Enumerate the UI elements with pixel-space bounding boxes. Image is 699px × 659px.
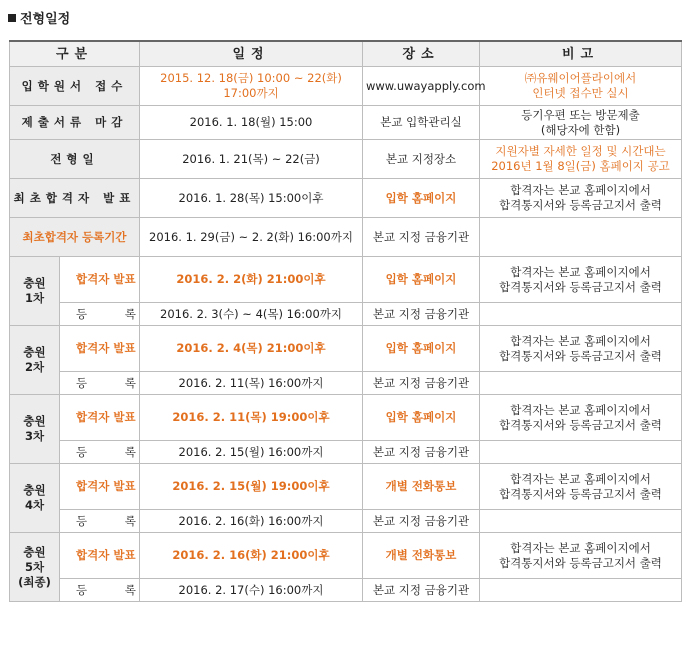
note-cell: ㈜유웨이어플라이에서 인터넷 접수만 실시 xyxy=(480,67,682,106)
announce-place: 개별 전화통보 xyxy=(363,464,480,510)
register-place: 본교 지정 금융기관 xyxy=(363,579,480,602)
register-note xyxy=(480,579,682,602)
register-note xyxy=(480,303,682,326)
category-label: 최초합격자 등록기간 xyxy=(10,218,140,257)
announce-label: 합격자 발표 xyxy=(60,464,140,510)
register-label-a: 등 xyxy=(76,444,88,459)
group-label: 충원 1차 xyxy=(10,257,60,326)
announce-note: 합격자는 본교 홈페이지에서 합격통지서와 등록금고지서 출력 xyxy=(480,326,682,372)
register-place: 본교 지정 금융기관 xyxy=(363,372,480,395)
announce-label: 합격자 발표 xyxy=(60,326,140,372)
place-cell: 본교 지정 금융기관 xyxy=(363,218,480,257)
table-row xyxy=(10,510,682,533)
register-date: 2016. 2. 15(월) 16:00까지 xyxy=(140,441,363,464)
register-label-text xyxy=(76,583,136,598)
register-label-b: 록 xyxy=(124,513,136,528)
table-row xyxy=(10,395,682,441)
register-label-a: 등 xyxy=(76,582,88,597)
category-label: 최초합격자 발표 xyxy=(10,179,140,218)
note-cell: 합격자는 본교 홈페이지에서 합격통지서와 등록금고지서 출력 xyxy=(480,179,682,218)
announce-place: 개별 전화통보 xyxy=(363,533,480,579)
place-cell: 본교 입학관리실 xyxy=(363,106,480,140)
table-row xyxy=(10,67,682,106)
register-label-b: 록 xyxy=(124,582,136,597)
announce-note: 합격자는 본교 홈페이지에서 합격통지서와 등록금고지서 출력 xyxy=(480,533,682,579)
register-date: 2016. 2. 17(수) 16:00까지 xyxy=(140,579,363,602)
col-header-place: 장소 xyxy=(363,41,480,67)
group-label: 충원 4차 xyxy=(10,464,60,533)
register-note xyxy=(480,510,682,533)
register-label-a: 등 xyxy=(76,306,88,321)
table-row xyxy=(10,303,682,326)
table-row xyxy=(10,179,682,218)
register-label-b: 록 xyxy=(124,306,136,321)
group-label: 충원 3차 xyxy=(10,395,60,464)
register-label xyxy=(60,510,140,533)
schedule-cell: 2015. 12. 18(금) 10:00 ~ 22(화) 17:00까지 xyxy=(140,67,363,106)
register-note xyxy=(480,372,682,395)
announce-date: 2016. 2. 15(월) 19:00이후 xyxy=(140,464,363,510)
place-cell: www.uwayapply.com xyxy=(363,67,480,106)
register-date: 2016. 2. 16(화) 16:00까지 xyxy=(140,510,363,533)
announce-date: 2016. 2. 2(화) 21:00이후 xyxy=(140,257,363,303)
note-cell xyxy=(480,218,682,257)
announce-label: 합격자 발표 xyxy=(60,395,140,441)
register-label-text xyxy=(76,445,136,460)
table-row xyxy=(10,533,682,579)
col-header-category: 구분 xyxy=(10,41,140,67)
square-bullet-icon xyxy=(8,14,16,22)
register-label-a: 등 xyxy=(76,375,88,390)
schedule-cell: 2016. 1. 29(금) ~ 2. 2(화) 16:00까지 xyxy=(140,218,363,257)
register-note xyxy=(480,441,682,464)
announce-note: 합격자는 본교 홈페이지에서 합격통지서와 등록금고지서 출력 xyxy=(480,395,682,441)
category-label: 입학원서 접수 xyxy=(10,67,140,106)
table-row xyxy=(10,579,682,602)
table-row xyxy=(10,106,682,140)
schedule-cell: 2016. 1. 21(목) ~ 22(금) xyxy=(140,140,363,179)
section-title: 전형일정 xyxy=(20,12,71,27)
register-date: 2016. 2. 11(목) 16:00까지 xyxy=(140,372,363,395)
category-label: 전형일 xyxy=(10,140,140,179)
announce-label: 합격자 발표 xyxy=(60,533,140,579)
section-heading xyxy=(8,8,70,27)
table-row xyxy=(10,372,682,395)
announce-place: 입학 홈페이지 xyxy=(363,395,480,441)
register-label-text xyxy=(76,307,136,322)
register-date: 2016. 2. 3(수) ~ 4(목) 16:00까지 xyxy=(140,303,363,326)
table-row xyxy=(10,218,682,257)
table-row xyxy=(10,464,682,510)
announce-date: 2016. 2. 4(목) 21:00이후 xyxy=(140,326,363,372)
table-row xyxy=(10,257,682,303)
register-label xyxy=(60,579,140,602)
register-label-text xyxy=(76,376,136,391)
category-label: 제출서류 마감 xyxy=(10,106,140,140)
register-place: 본교 지정 금융기관 xyxy=(363,441,480,464)
group-label: 충원 2차 xyxy=(10,326,60,395)
announce-place: 입학 홈페이지 xyxy=(363,257,480,303)
register-label-a: 등 xyxy=(76,513,88,528)
register-label-text xyxy=(76,514,136,529)
announce-date: 2016. 2. 16(화) 21:00이후 xyxy=(140,533,363,579)
register-label xyxy=(60,372,140,395)
col-header-schedule: 일정 xyxy=(140,41,363,67)
announce-place: 입학 홈페이지 xyxy=(363,326,480,372)
schedule-cell: 2016. 1. 28(목) 15:00이후 xyxy=(140,179,363,218)
schedule-table xyxy=(9,40,682,602)
schedule-cell: 2016. 1. 18(월) 15:00 xyxy=(140,106,363,140)
register-label-b: 록 xyxy=(124,444,136,459)
register-place: 본교 지정 금융기관 xyxy=(363,303,480,326)
group-label: 충원 5차 (최종) xyxy=(10,533,60,602)
register-place: 본교 지정 금융기관 xyxy=(363,510,480,533)
note-cell: 지원자별 자세한 일정 및 시간대는 2016년 1월 8일(금) 홈페이지 공고 xyxy=(480,140,682,179)
announce-date: 2016. 2. 11(목) 19:00이후 xyxy=(140,395,363,441)
table-row xyxy=(10,140,682,179)
announce-note: 합격자는 본교 홈페이지에서 합격통지서와 등록금고지서 출력 xyxy=(480,257,682,303)
announce-label: 합격자 발표 xyxy=(60,257,140,303)
table-row xyxy=(10,326,682,372)
register-label xyxy=(60,303,140,326)
register-label-b: 록 xyxy=(124,375,136,390)
col-header-note: 비고 xyxy=(480,41,682,67)
place-cell: 본교 지정장소 xyxy=(363,140,480,179)
announce-note: 합격자는 본교 홈페이지에서 합격통지서와 등록금고지서 출력 xyxy=(480,464,682,510)
note-cell: 등기우편 또는 방문제출 (해당자에 한함) xyxy=(480,106,682,140)
register-label xyxy=(60,441,140,464)
place-cell: 입학 홈페이지 xyxy=(363,179,480,218)
table-row xyxy=(10,441,682,464)
